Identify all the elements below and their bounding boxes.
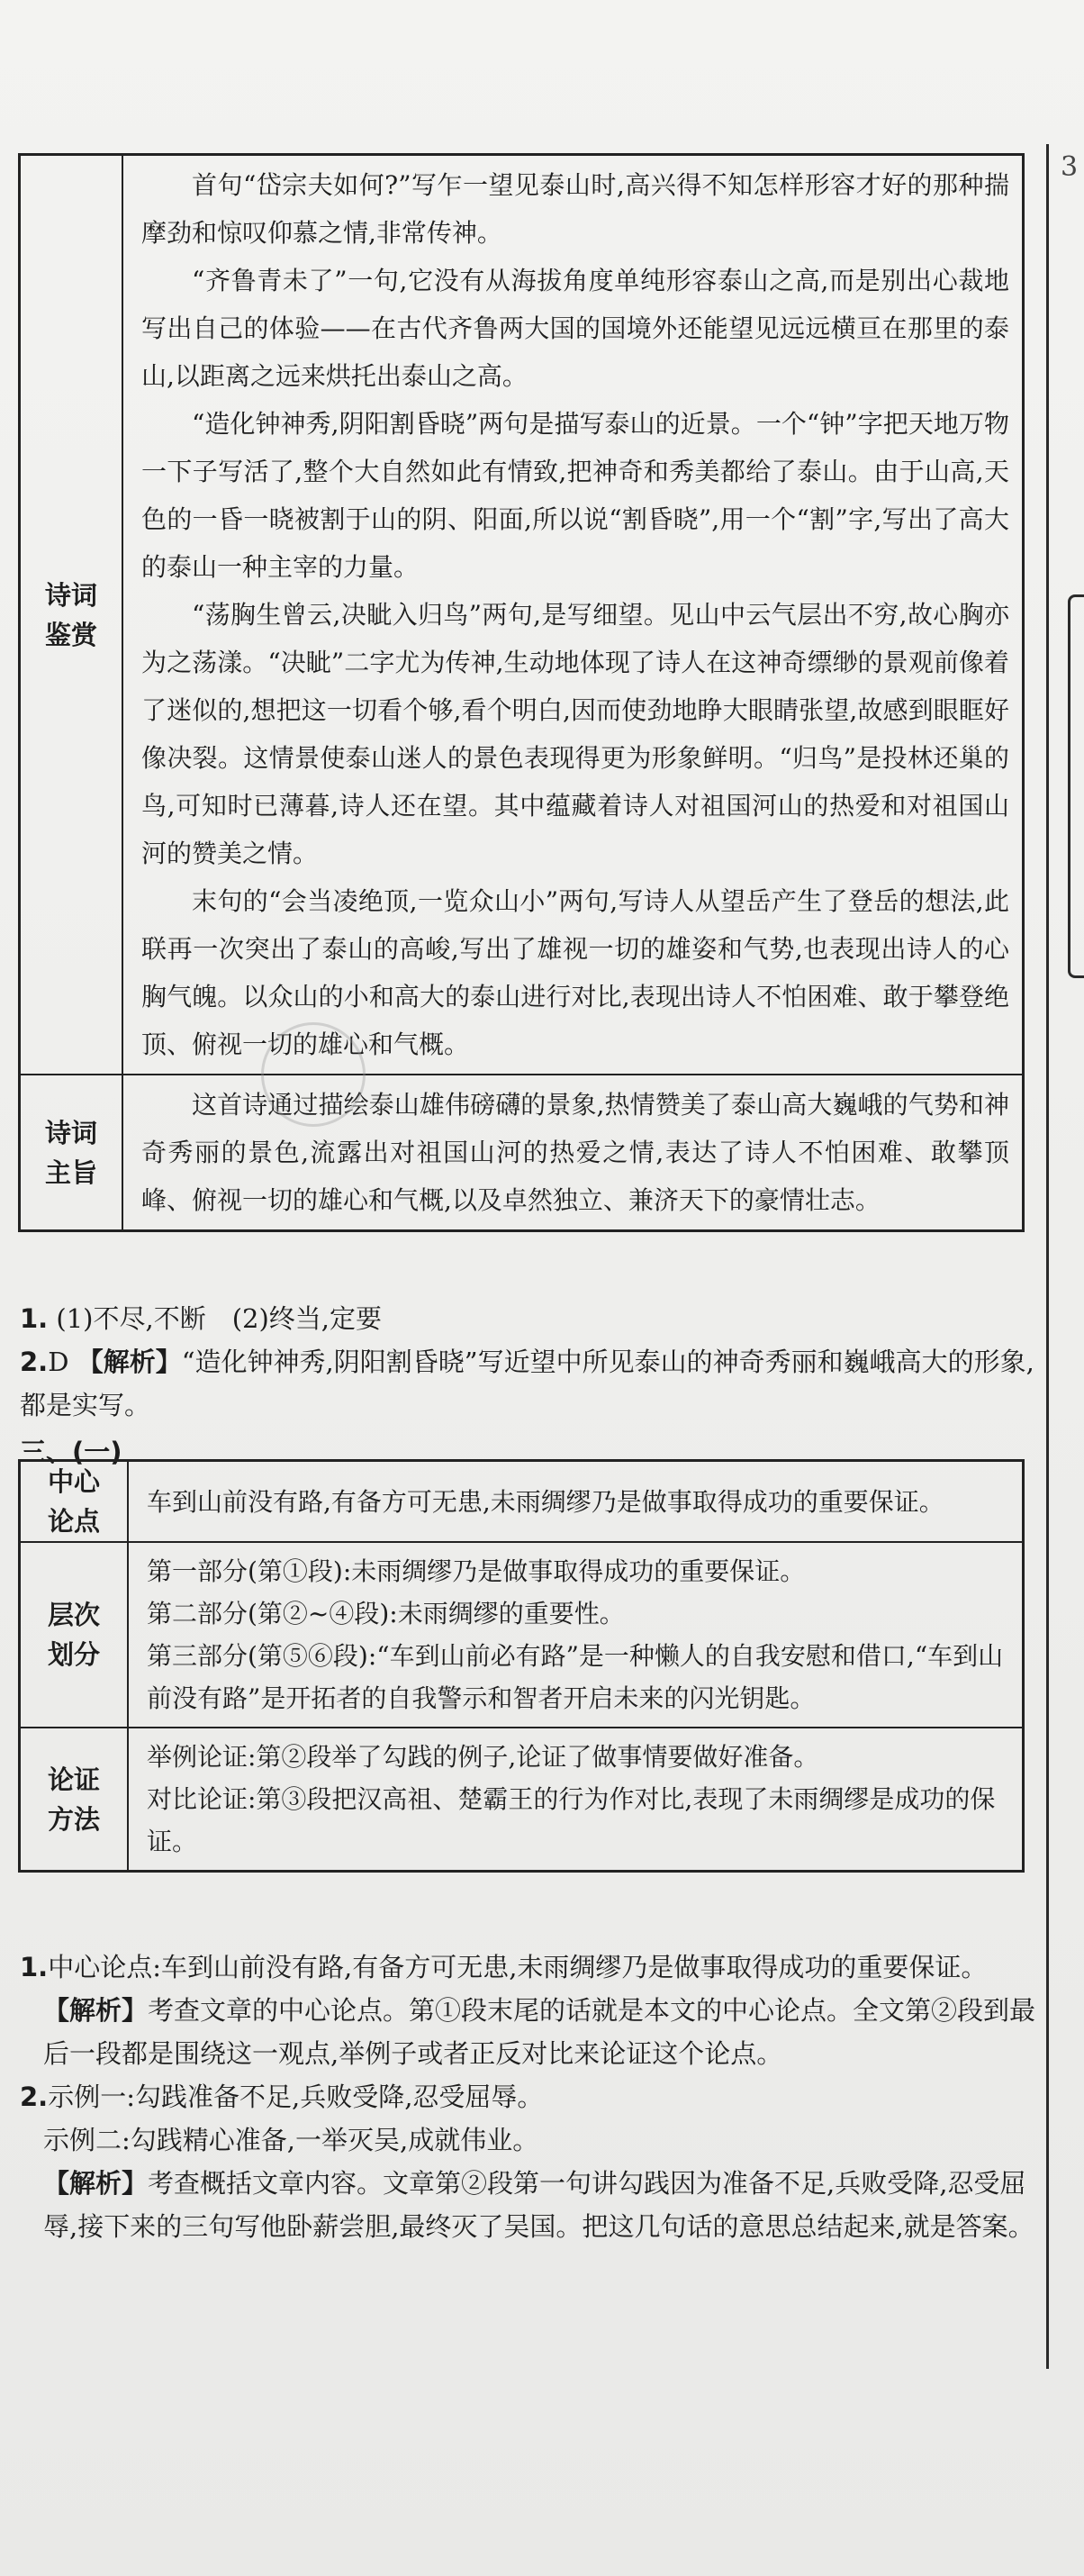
- appreciation-row: [20, 155, 1024, 1075]
- method-label: 论证 方法: [20, 1728, 129, 1872]
- argument-analysis-table: [18, 1459, 1025, 1873]
- method-content: 举例论证:第②段举了勾践的例子,论证了做事情要做好准备。 对比论证:第③段把汉高祖、楚霸王的行为作对比,表现了未雨绸缪是成功的保证。: [128, 1728, 1024, 1872]
- analysis-2: 【解析】考查概括文章内容。文章第②段第一句讲勾践因为准备不足,兵败受降,忍受屈辱,接下来的三句写他卧薪尝胆,最终灭了吴国。把这几句话的意思总结起来,就是答案。: [43, 2168, 1034, 2242]
- answer-2: 2.示例一:勾践准备不足,兵败受降,忍受屈辱。: [20, 2082, 544, 2112]
- section-heading: 三、(一): [20, 1437, 122, 1467]
- answers-block-1: [20, 1297, 1037, 1474]
- structure-label: 层次 划分: [20, 1542, 129, 1728]
- analysis-1: 【解析】考查文章的中心论点。第①段末尾的话就是本文的中心论点。全文第②段到最后一段都是围绕这一观点,举例子或者正反对比来论证这个论点。: [43, 1995, 1036, 2069]
- thesis-row: [20, 1461, 1024, 1543]
- answer-2: 2.D 【解析】“造化钟神秀,阴阳割昏晓”写近望中所见泰山的神奇秀丽和巍峨高大的形象,都是实写。: [20, 1347, 1034, 1420]
- edge-bracket: [1068, 594, 1084, 978]
- paragraph: 首句“岱宗夫如何?”写乍一望见泰山时,高兴得不知怎样形容才好的那种揣摩劲和惊叹仰慕之情,非常传神。: [141, 170, 1009, 248]
- structure-row: [20, 1542, 1024, 1728]
- paragraph: “齐鲁青未了”一句,它没有从海拔角度单纯形容泰山之高,而是别出心裁地写出自己的体验——在古代齐鲁两大国的国境外还能望见远远横亘在那里的泰山,以距离之远来烘托出泰山之高。: [141, 266, 1009, 391]
- paragraph: “造化钟神秀,阴阳割昏晓”两句是描写泰山的近景。一个“钟”字把天地万物一下子写活了,整个大自然如此有情致,把神奇和秀美都给了泰山。由于山高,天色的一昏一晓被割于山的阴、阳面,所以说“割昏晓”,用一个“割”字,写出了高大的泰山一种主宰的力量。: [141, 409, 1009, 582]
- structure-content: 第一部分(第①段):未雨绸缪乃是做事取得成功的重要保证。 第二部分(第②~④段):未雨绸缪的重要性。 第三部分(第⑤⑥段):“车到山前必有路”是一种懒人的自我安慰和借口,“车到山前没有路”是开拓者的自我警示和智者开启未来的闪光钥匙。: [128, 1542, 1024, 1728]
- answer-1: 1.中心论点:车到山前没有路,有备方可无患,未雨绸缪乃是做事取得成功的重要保证。: [20, 1952, 988, 1982]
- method-row: [20, 1728, 1024, 1872]
- paragraph: 这首诗通过描绘泰山雄伟磅礴的景象,热情赞美了泰山高大巍峨的气势和神奇秀丽的景色,流露出对祖国山河的热爱之情,表达了诗人不怕困难、敢攀顶峰、俯视一切的雄心和气概,以及卓然独立、兼济天下的豪情壮志。: [141, 1090, 1009, 1215]
- paragraph: 末句的“会当凌绝顶,一览众山小”两句,写诗人从望岳产生了登岳的想法,此联再一次突出了泰山的高峻,写出了雄视一切的雄姿和气势,也表现出诗人的心胸气魄。以众山的小和高大的泰山进行对比,表现出诗人不怕困难、敢于攀登绝顶、俯视一切的雄心和气概。: [141, 886, 1009, 1059]
- example-2: 示例二:勾践精心准备,一举灭吴,成就伟业。: [43, 2125, 539, 2155]
- poem-analysis-table: [18, 153, 1025, 1232]
- answers-block-2: [20, 1946, 1037, 2248]
- right-margin-rule: [1046, 144, 1049, 2369]
- theme-content: [122, 1075, 1024, 1231]
- faint-stamp: [261, 1022, 366, 1127]
- paragraph: “荡胸生曾云,决眦入归鸟”两句,是写细望。见山中云气层出不穷,故心胸亦为之荡漾。“决眦”二字尤为传神,生动地体现了诗人在这神奇缥缈的景观前像着了迷似的,想把这一切看个够,看个明白,因而使劲地睁大眼睛张望,故感到眼眶好像决裂。这情景使泰山迷人的景色表现得更为形象鲜明。“归鸟”是投林还巢的鸟,可知时已薄暮,诗人还在望。其中蕴藏着诗人对祖国河山的热爱和对祖国山河的赞美之情。: [141, 600, 1009, 868]
- appreciation-content: [122, 155, 1024, 1075]
- appreciation-label: 诗词 鉴赏: [20, 155, 123, 1075]
- thesis-label: 中心 论点: [20, 1461, 129, 1543]
- theme-row: [20, 1075, 1024, 1231]
- theme-label: 诗词 主旨: [20, 1075, 123, 1231]
- thesis-content: 车到山前没有路,有备方可无患,未雨绸缪乃是做事取得成功的重要保证。: [128, 1461, 1024, 1543]
- answer-1: 1. (1)不尽,不断 (2)终当,定要: [20, 1303, 383, 1334]
- edge-mark: 3: [1061, 151, 1079, 183]
